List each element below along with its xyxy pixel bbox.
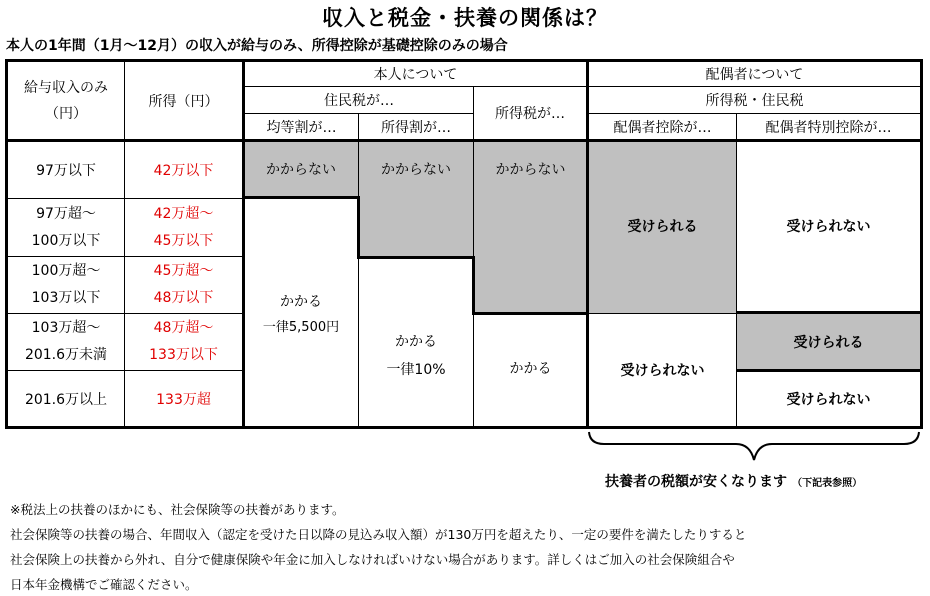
- row-income-4: 48万超～ 133万以下: [149, 320, 218, 363]
- cell-special-no-top: 受けられない: [786, 219, 871, 235]
- cell-equal-yes-amount: 一律5,500円: [262, 320, 340, 335]
- row-income-1: 42万以下: [153, 163, 214, 179]
- cell-equal-none: かからない: [266, 162, 336, 178]
- cell-deduction-no: 受けられない: [620, 363, 705, 379]
- header-income-part: 所得割が…: [381, 119, 451, 136]
- brace-caption-text: 扶養者の税額が安くなります: [605, 474, 787, 490]
- step-equal: [244, 196, 360, 199]
- cell-income-part-yes: [360, 313, 472, 399]
- row-salary-5: 201.6万以上: [24, 391, 108, 408]
- cell-special-yes: 受けられる: [793, 334, 864, 351]
- header-income-tax: 所得税が…: [495, 106, 565, 122]
- row-salary-3: 100万超～ 103万以下: [31, 263, 101, 306]
- step-income-part: [357, 256, 475, 259]
- step-equal-riser: [357, 196, 360, 259]
- cell-income-tax-none: かからない: [495, 162, 566, 178]
- header-salary-unit: （円）: [45, 105, 87, 122]
- row-salary-1: 97万以下: [36, 163, 96, 179]
- header-self-group: 本人について: [373, 67, 458, 83]
- cell-income-tax-yes: かかる: [509, 361, 552, 377]
- header-spouse-deduction: 配偶者控除が…: [613, 119, 712, 136]
- header-salary: [8, 62, 124, 139]
- note-line-1: ※税法上の扶養のほかにも、社会保険等の扶養があります。: [10, 502, 345, 517]
- cell-income-part-yes-rate: 一律10%: [386, 362, 446, 378]
- cell-deduction-yes: 受けられる: [627, 219, 698, 235]
- deduction-line: [588, 313, 736, 314]
- note-line-4: 日本年金機構でご確認ください。: [10, 577, 198, 592]
- row-salary-4: 103万超～ 201.6万未満: [24, 320, 108, 363]
- header-resident-tax: 住民税が…: [324, 93, 394, 109]
- table-border-right: [920, 59, 923, 429]
- cell-equal-yes-label: かかる: [280, 294, 322, 310]
- cell-income-part-none: かからない: [381, 162, 451, 178]
- header-salary-label: 給与収入のみ: [24, 79, 108, 96]
- note-line-2: 社会保険等の扶養の場合、年間収入（認定を受けた日以降の見込み収入額）が130万円を超えたり、一定の要件を満たしたりすると: [10, 527, 747, 542]
- cell-special-no-bottom: 受けられない: [786, 392, 871, 408]
- brace-caption-note: （下記表参照）: [792, 478, 863, 489]
- step-income-part-riser: [472, 256, 475, 315]
- brace-icon: [586, 430, 922, 464]
- row-income-5: 133万超: [156, 391, 211, 408]
- table-border-bottom: [5, 426, 923, 429]
- note-line-3: 社会保険上の扶養から外れ、自分で健康保険や年金に加入しなければいけない場合があります。詳しくはご加入の社会保険組合や: [10, 552, 735, 567]
- header-spouse-group: 配偶者について: [705, 67, 804, 83]
- brace-caption: [605, 471, 862, 491]
- row-salary-2: 97万超～ 100万以下: [31, 205, 101, 249]
- col-line-income-part: [358, 113, 359, 429]
- row-income-2: 42万超～ 45万以下: [153, 205, 214, 249]
- row-income-3: 45万超～ 48万以下: [153, 263, 214, 306]
- page-subtitle: 本人の1年間（1月～12月）の収入が給与のみ、所得控除が基礎控除のみの場合: [6, 38, 508, 54]
- header-equal-part: 均等割が…: [266, 119, 337, 136]
- page-title: 収入と税金・扶養の関係は？: [322, 6, 608, 30]
- header-income: [125, 62, 242, 139]
- header-income-label: 所得（円）: [148, 93, 219, 110]
- header-spouse-taxes: 所得税・住民税: [705, 93, 804, 109]
- cell-income-part-yes-label: かかる: [395, 334, 437, 350]
- step-income-tax: [472, 312, 586, 315]
- header-spouse-special: 配偶者特別控除が…: [765, 119, 892, 136]
- cell-equal-yes: [245, 260, 357, 370]
